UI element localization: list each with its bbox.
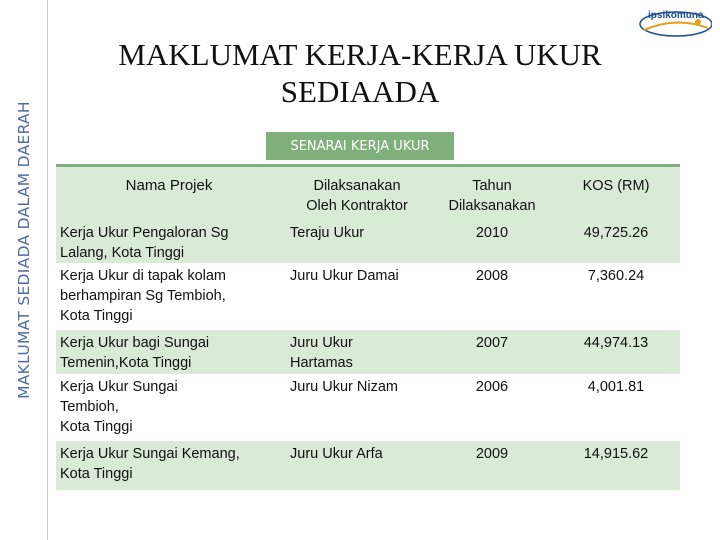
cell-line: Kota Tinggi xyxy=(60,466,133,482)
logo xyxy=(636,10,712,38)
cell-line: Juru Ukur Nizam xyxy=(290,379,398,395)
title-line-1: MAKLUMAT KERJA-KERJA UKUR xyxy=(118,37,602,72)
cell-contractor xyxy=(282,441,432,490)
header-contractor-line: Oleh Kontraktor xyxy=(306,198,408,214)
header-year xyxy=(432,167,552,220)
header-cost: KOS (RM) xyxy=(582,178,650,194)
cell-line: Hartamas xyxy=(290,355,353,371)
cell-line: Kota Tinggi xyxy=(60,308,133,324)
cell-project-name xyxy=(56,374,282,441)
cell-line: Tembioh, xyxy=(60,399,119,415)
cell-contractor xyxy=(282,220,432,263)
section-badge: SENARAI KERJA UKUR xyxy=(266,132,454,160)
table-row xyxy=(56,374,680,441)
cell-cost: 7,360.24 xyxy=(587,268,645,284)
header-year-line: Dilaksanakan xyxy=(448,198,536,214)
cell-cost: 14,915.62 xyxy=(583,446,649,462)
project-table xyxy=(56,164,680,494)
cell-line: Kerja Ukur bagi Sungai xyxy=(60,335,210,351)
cell-year: 2008 xyxy=(475,268,509,284)
cell-project-name xyxy=(56,330,282,374)
cell-year: 2010 xyxy=(475,225,509,241)
cell-line: Kerja Ukur Pengaloran Sg xyxy=(60,225,229,241)
table-row xyxy=(56,330,680,374)
cell-line: Kerja Ukur di tapak kolam xyxy=(60,268,227,284)
header-year-line: Tahun xyxy=(472,178,512,194)
cell-project-name xyxy=(56,263,282,330)
side-panel xyxy=(0,0,48,540)
cell-year: 2007 xyxy=(475,335,509,351)
cell-line: Juru Ukur xyxy=(290,335,353,351)
page-title xyxy=(60,36,660,110)
vertical-title: MAKLUMAT SEDIADA DALAM DAERAH xyxy=(15,101,33,399)
cell-line: Juru Ukur Damai xyxy=(290,268,399,284)
cell-cost: 44,974.13 xyxy=(583,335,649,351)
cell-line: Lalang, Kota Tinggi xyxy=(60,245,185,261)
cell-year: 2009 xyxy=(475,446,509,462)
cell-cost: 4,001.81 xyxy=(587,379,645,395)
header-contractor-line: Dilaksanakan xyxy=(313,178,401,194)
cell-line: Juru Ukur Arfa xyxy=(290,446,383,462)
cell-contractor xyxy=(282,330,432,374)
table-row xyxy=(56,220,680,263)
cell-line: berhampiran Sg Tembioh, xyxy=(60,288,226,304)
title-line-2: SEDIAADA xyxy=(280,74,440,109)
cell-year: 2006 xyxy=(475,379,509,395)
table-header-row xyxy=(56,167,680,220)
cell-contractor xyxy=(282,374,432,441)
cell-line: Kota Tinggi xyxy=(60,419,133,435)
cell-project-name xyxy=(56,220,282,263)
cell-project-name xyxy=(56,441,282,490)
cell-line: Kerja Ukur Sungai xyxy=(60,379,178,395)
logo-text: ipsikomuna xyxy=(648,10,704,21)
cell-line: Teraju Ukur xyxy=(290,225,365,241)
cell-contractor xyxy=(282,263,432,330)
cell-line: Temenin,Kota Tinggi xyxy=(60,355,192,371)
header-contractor xyxy=(282,167,432,220)
cell-cost: 49,725.26 xyxy=(583,225,649,241)
cell-line: Kerja Ukur Sungai Kemang, xyxy=(60,446,240,462)
header-name: Nama Projek xyxy=(125,177,213,194)
table-row xyxy=(56,263,680,330)
table-row xyxy=(56,441,680,490)
